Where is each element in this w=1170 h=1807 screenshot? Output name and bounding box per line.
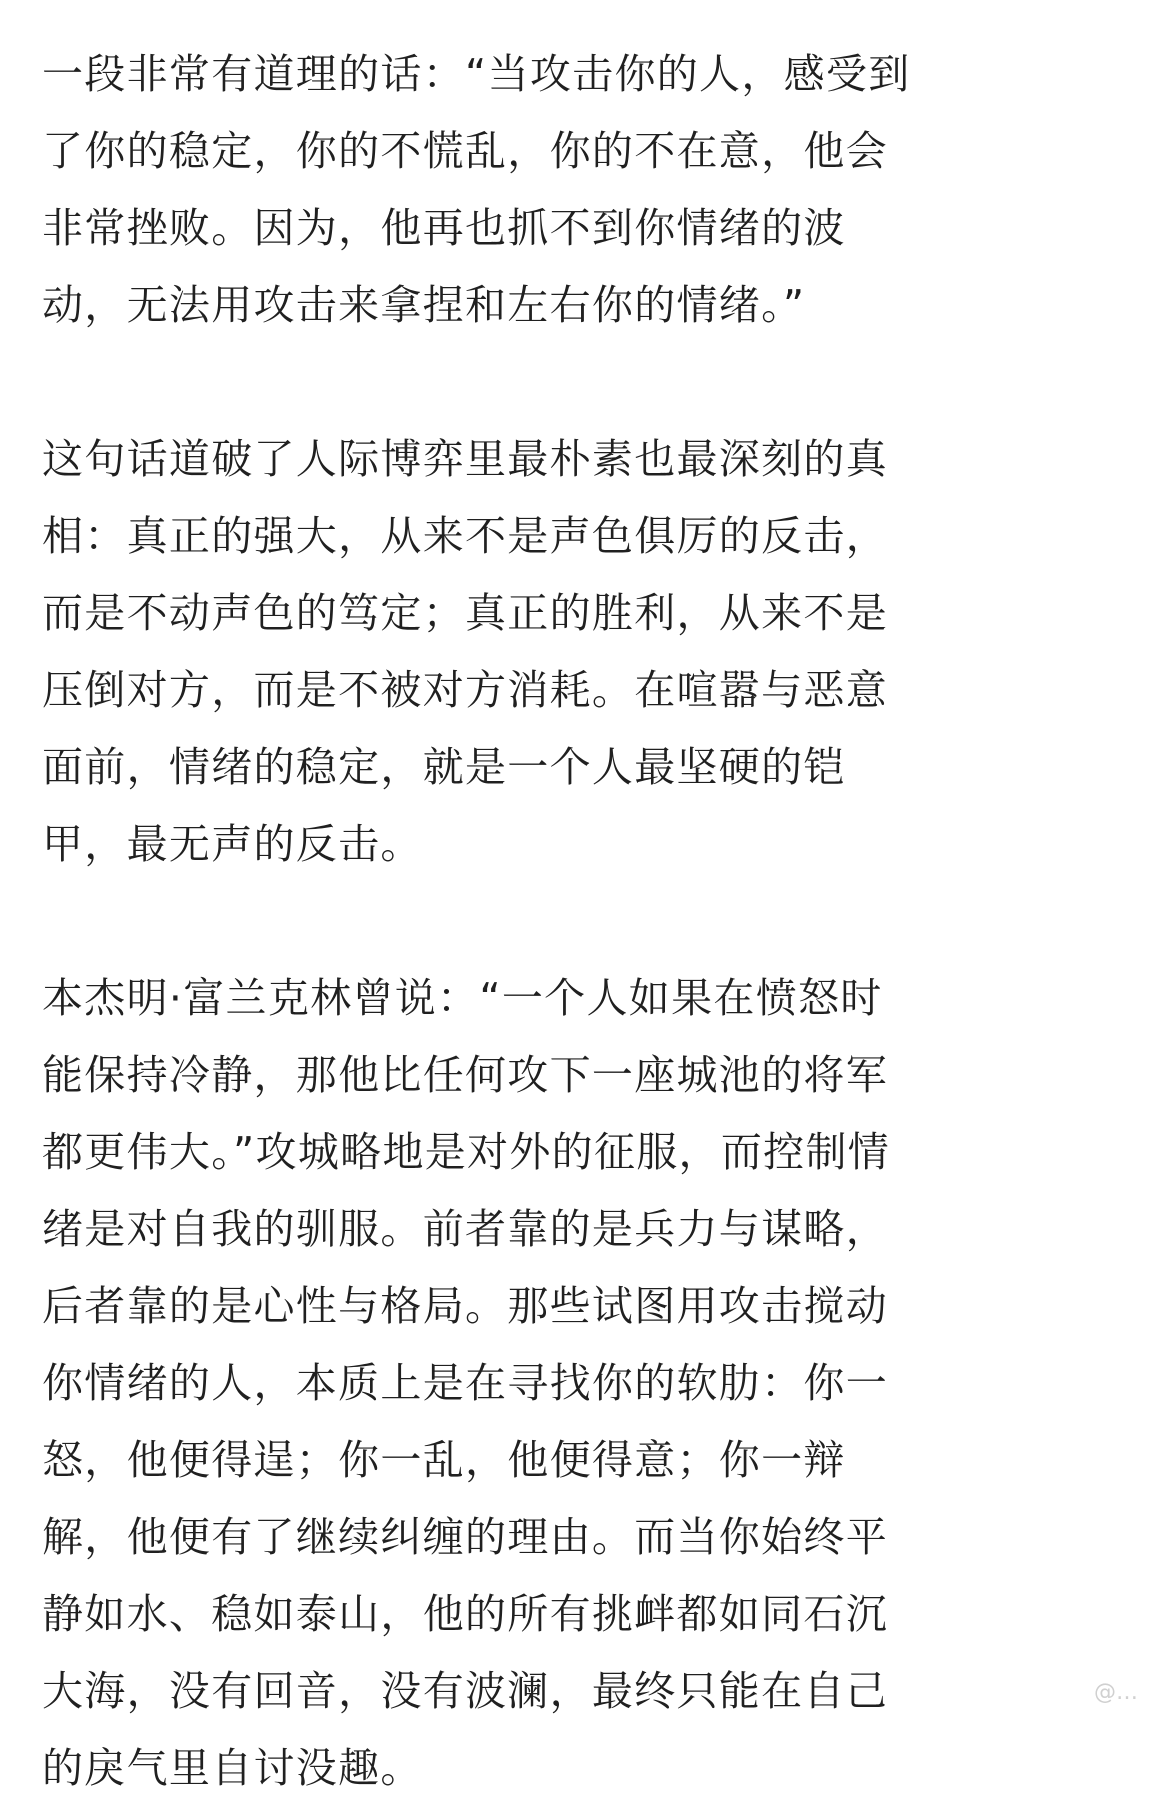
text-line: 能保持冷静，那他比任何攻下一座城池的将军 bbox=[42, 1051, 888, 1099]
text-line: 而是不动声色的笃定；真正的胜利，从来不是 bbox=[42, 589, 888, 637]
text-line: 都更伟大。”攻城略地是对外的征服，而控制情 bbox=[42, 1128, 891, 1176]
text-line: 相：真正的强大，从来不是声色俱厉的反击， bbox=[42, 512, 888, 560]
text-line: 面前，情绪的稳定，就是一个人最坚硬的铠 bbox=[42, 743, 846, 791]
text-line: 静如水、稳如泰山，他的所有挑衅都如同石沉 bbox=[42, 1590, 888, 1638]
text-line: 的戾气里自讨没趣。 bbox=[42, 1744, 423, 1792]
text-line: 压倒对方，而是不被对方消耗。在喧嚣与恶意 bbox=[42, 666, 888, 714]
text-line: 绪是对自我的驯服。前者靠的是兵力与谋略， bbox=[42, 1205, 888, 1253]
text-line: 一段非常有道理的话：“当攻击你的人，感受到 bbox=[42, 50, 911, 98]
article-body bbox=[42, 36, 1132, 1807]
paragraph-1 bbox=[42, 36, 1132, 344]
text-line: 这句话道破了人际博弈里最朴素也最深刻的真 bbox=[42, 435, 888, 483]
text-line: 甲，最无声的反击。 bbox=[42, 820, 423, 868]
paragraph-2 bbox=[42, 421, 1132, 883]
watermark: @… bbox=[1094, 1680, 1138, 1705]
text-line: 大海，没有回音，没有波澜，最终只能在自己 bbox=[42, 1667, 888, 1715]
paragraph-3 bbox=[42, 960, 1132, 1807]
text-line: 怒，他便得逞；你一乱，他便得意；你一辩 bbox=[42, 1436, 846, 1484]
text-line: 本杰明·富兰克林曾说：“一个人如果在愤怒时 bbox=[42, 974, 883, 1022]
text-line: 非常挫败。因为，他再也抓不到你情绪的波 bbox=[42, 204, 846, 252]
text-line: 动，无法用攻击来拿捏和左右你的情绪。” bbox=[42, 281, 806, 329]
text-line: 后者靠的是心性与格局。那些试图用攻击搅动 bbox=[42, 1282, 888, 1330]
text-line: 解，他便有了继续纠缠的理由。而当你始终平 bbox=[42, 1513, 888, 1561]
text-line: 你情绪的人，本质上是在寻找你的软肋：你一 bbox=[42, 1359, 888, 1407]
text-line: 了你的稳定，你的不慌乱，你的不在意，他会 bbox=[42, 127, 888, 175]
